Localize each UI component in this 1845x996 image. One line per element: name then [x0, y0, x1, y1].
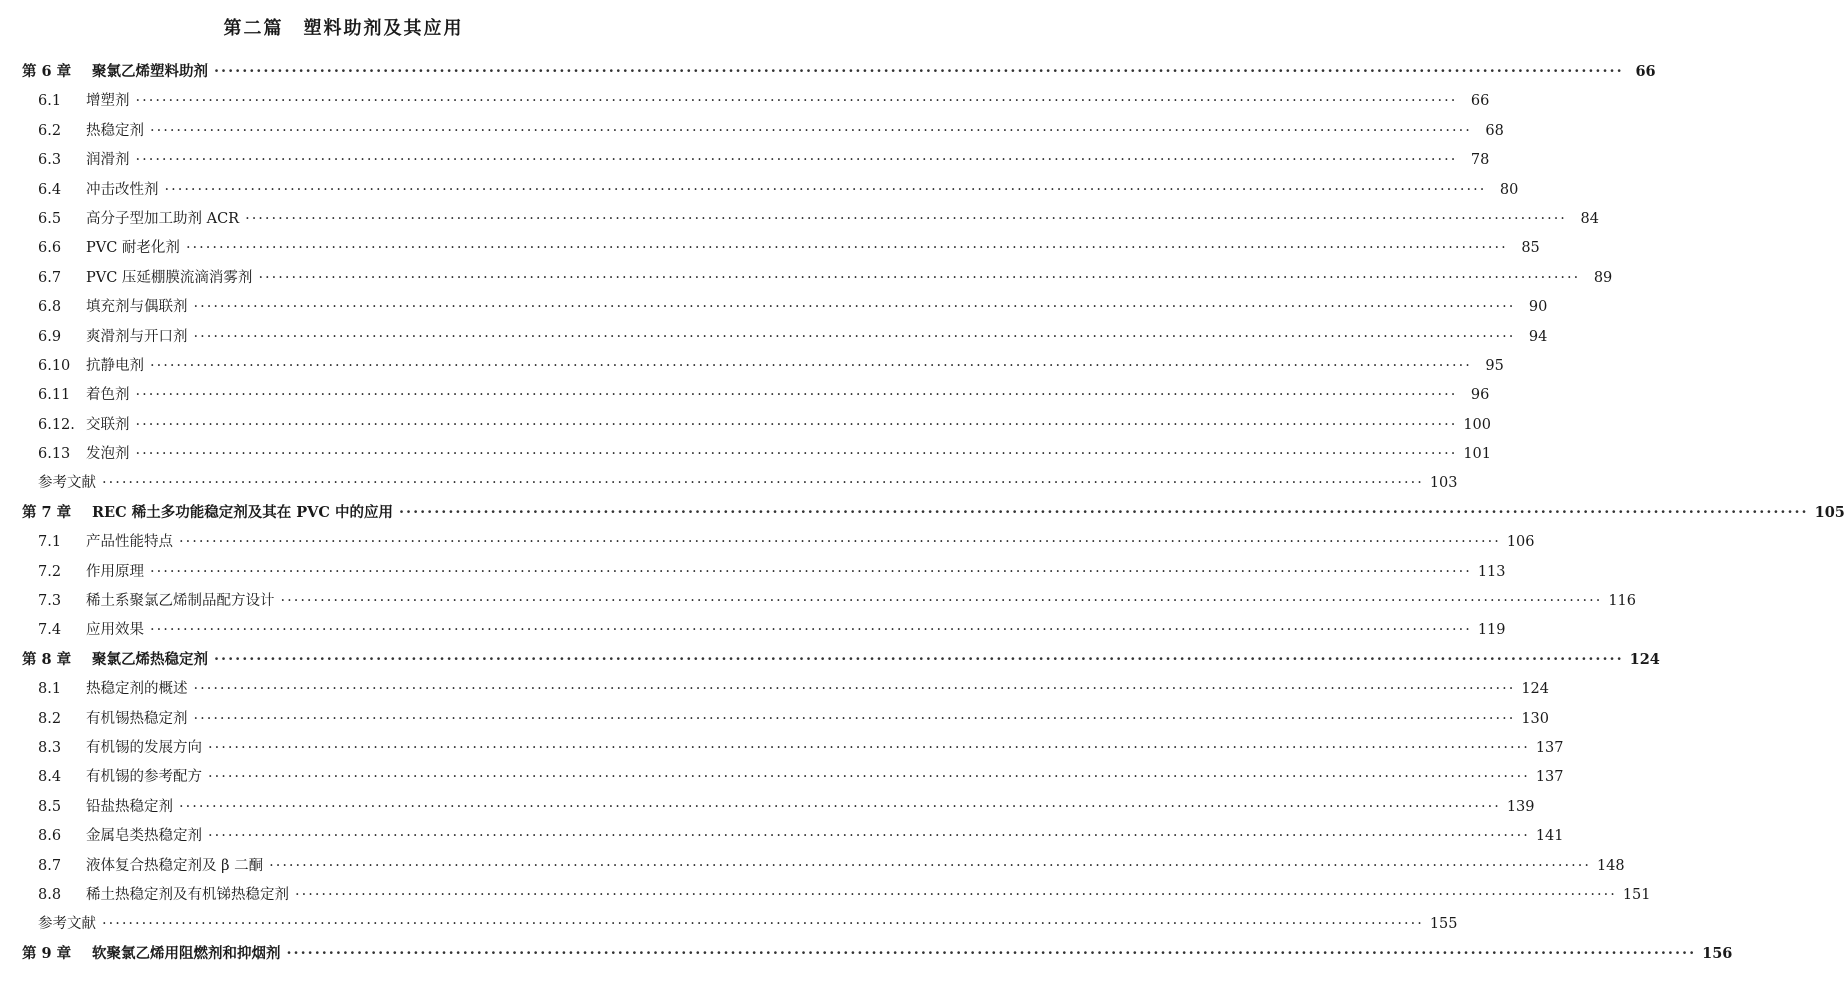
toc-section-row [0, 765, 1564, 794]
toc-page-number: 116 [1608, 593, 1637, 610]
toc-entry-title: 聚氯乙烯塑料助剂 [92, 63, 208, 80]
toc-section-row [0, 795, 1535, 824]
dot-leader: ········································································································································································································ [258, 269, 1581, 286]
toc-section-row [0, 560, 1506, 589]
toc-entry-number: 8.6 [38, 828, 62, 845]
toc-page-number: 151 [1622, 886, 1651, 903]
toc-section-row [0, 236, 1540, 265]
toc-page-number: 141 [1535, 828, 1564, 845]
toc-chapter-row [0, 60, 1656, 89]
toc-entry-number: 第 7 章 [22, 503, 72, 521]
toc-entry-number: 7.3 [38, 593, 62, 610]
toc-section-row [0, 912, 1458, 941]
toc-page-number: 96 [1470, 387, 1490, 404]
toc-entry-title: 增塑剂 [86, 93, 130, 110]
dot-leader: ········································································································································································································ [214, 63, 1624, 80]
toc-entry-title: 高分子型加工助剂 ACR [86, 210, 240, 227]
toc-entry-title: 铅盐热稳定剂 [86, 798, 173, 815]
toc-section-row [0, 589, 1637, 618]
toc-page-number: 103 [1429, 475, 1458, 492]
toc-page-number: 156 [1702, 944, 1733, 962]
page-title: 第二篇 塑料助剂及其应用 [223, 18, 464, 39]
toc-page-number: 155 [1429, 916, 1458, 933]
toc-entry-title: 液体复合热稳定剂及 β 二酮 [86, 857, 264, 874]
toc-entry-number: 6.12. [38, 416, 75, 433]
toc-entry-number: 6.3 [38, 152, 62, 169]
toc-page-number: 66 [1470, 93, 1490, 110]
toc-entry-title: 爽滑剂与开口剂 [86, 328, 188, 345]
table-of-contents [0, 60, 1845, 971]
toc-section-row [0, 530, 1535, 559]
toc-chapter-row [0, 942, 1733, 971]
dot-leader: ········································································································································································································ [208, 739, 1530, 756]
toc-page-number: 106 [1506, 534, 1535, 551]
toc-page-number: 139 [1506, 798, 1535, 815]
toc-page-number: 130 [1521, 710, 1550, 727]
dot-leader: ········································································································································································································ [269, 857, 1591, 874]
toc-chapter-row [0, 501, 1845, 530]
toc-section-row [0, 383, 1490, 412]
toc-page-number: 89 [1593, 269, 1613, 286]
toc-entry-title: 参考文献 [38, 916, 96, 933]
dot-leader: ········································································································································································································ [164, 181, 1487, 198]
toc-entry-number: 6.5 [38, 210, 62, 227]
toc-entry-title: 聚氯乙烯热稳定剂 [92, 650, 208, 668]
toc-section-row [0, 824, 1564, 853]
dot-leader: ········································································································································································································ [245, 210, 1567, 227]
dot-leader: ········································································································································································································ [135, 152, 1458, 169]
dot-leader: ········································································································································································································ [150, 563, 1472, 580]
toc-section-row [0, 413, 1492, 442]
dot-leader: ········································································································································································································ [208, 828, 1530, 845]
toc-entry-number: 8.4 [38, 769, 62, 786]
toc-section-row [0, 207, 1599, 236]
dot-leader: ········································································································································································································ [208, 769, 1530, 786]
toc-section-row [0, 354, 1504, 383]
toc-section-row [0, 677, 1550, 706]
toc-section-row [0, 707, 1550, 736]
toc-section-row [0, 736, 1564, 765]
toc-entry-number: 7.1 [38, 534, 62, 551]
toc-page-number: 148 [1596, 857, 1625, 874]
toc-entry-number: 6.2 [38, 122, 62, 139]
toc-section-row [0, 471, 1458, 500]
dot-leader: ········································································································································································································ [135, 93, 1458, 110]
dot-leader: ········································································································································································································ [179, 798, 1501, 815]
toc-section-row [0, 854, 1625, 883]
toc-entry-number: 6.8 [38, 299, 62, 316]
toc-page-number: 113 [1477, 563, 1506, 580]
toc-entry-number: 第 8 章 [22, 650, 72, 668]
toc-section-row [0, 618, 1506, 647]
toc-entry-title: 热稳定剂的概述 [86, 681, 188, 698]
toc-entry-number: 6.9 [38, 328, 62, 345]
toc-entry-number: 6.13 [38, 446, 71, 463]
toc-page-number: 95 [1485, 357, 1504, 374]
toc-page-number: 85 [1521, 240, 1540, 257]
toc-entry-number: 8.8 [38, 886, 62, 903]
dot-leader: ········································································································································································································ [135, 446, 1458, 463]
dot-leader: ········································································································································································································ [135, 387, 1458, 404]
toc-entry-title: 热稳定剂 [86, 122, 144, 139]
dot-leader: ········································································································································································································ [102, 475, 1424, 492]
toc-entry-title: 参考文献 [38, 475, 96, 492]
toc-page-number: 105 [1814, 503, 1845, 521]
toc-entry-number: 8.3 [38, 739, 62, 756]
dot-leader: ········································································································································································································ [280, 593, 1603, 610]
toc-entry-title: 填充剂与偶联剂 [86, 299, 188, 316]
toc-section-row [0, 178, 1519, 207]
toc-page-number: 119 [1477, 622, 1506, 639]
dot-leader: ········································································································································································································ [214, 650, 1624, 668]
toc-entry-title: 应用效果 [86, 622, 144, 639]
toc-entry-number: 8.1 [38, 681, 62, 698]
toc-entry-title: 稀土热稳定剂及有机锑热稳定剂 [86, 886, 289, 903]
toc-entry-number: 6.6 [38, 240, 62, 257]
toc-entry-title: 作用原理 [86, 563, 144, 580]
toc-entry-title: 产品性能特点 [86, 534, 173, 551]
toc-entry-title: 润滑剂 [86, 152, 130, 169]
dot-leader: ········································································································································································································ [185, 240, 1508, 257]
toc-section-row [0, 119, 1504, 148]
toc-entry-number: 6.1 [38, 93, 62, 110]
toc-section-row [0, 89, 1490, 118]
toc-entry-title: 金属皂类热稳定剂 [86, 828, 202, 845]
dot-leader: ········································································································································································································ [135, 416, 1458, 433]
toc-page-number: 66 [1635, 63, 1656, 80]
toc-entry-title: 着色剂 [86, 387, 130, 404]
toc-page-number: 137 [1535, 739, 1564, 756]
toc-section-row [0, 148, 1490, 177]
dot-leader: ········································································································································································································ [193, 710, 1516, 727]
dot-leader: ········································································································································································································ [102, 916, 1424, 933]
toc-page-number: 90 [1528, 299, 1548, 316]
toc-entry-number: 6.7 [38, 269, 62, 286]
toc-entry-title: 稀土系聚氯乙烯制品配方设计 [86, 593, 275, 610]
toc-page-number: 80 [1499, 181, 1519, 198]
toc-entry-number: 6.10 [38, 357, 71, 374]
toc-entry-title: 发泡剂 [86, 446, 130, 463]
dot-leader: ········································································································································································································ [179, 534, 1501, 551]
toc-entry-title: 软聚氯乙烯用阻燃剂和抑烟剂 [92, 944, 281, 962]
toc-entry-number: 第 9 章 [22, 944, 72, 962]
dot-leader: ········································································································································································································ [193, 328, 1516, 345]
toc-page-number: 78 [1470, 152, 1490, 169]
toc-entry-title: 冲击改性剂 [86, 181, 159, 198]
toc-entry-number: 8.7 [38, 857, 62, 874]
dot-leader: ········································································································································································································ [150, 122, 1472, 139]
toc-entry-number: 8.2 [38, 710, 62, 727]
toc-page-number: 137 [1535, 769, 1564, 786]
toc-page-number: 124 [1521, 681, 1550, 698]
dot-leader: ········································································································································································································ [150, 622, 1472, 639]
toc-page-number: 124 [1629, 650, 1660, 668]
toc-section-row [0, 325, 1548, 354]
toc-section-row [0, 442, 1492, 471]
toc-page-number: 94 [1528, 328, 1548, 345]
dot-leader: ········································································································································································································ [150, 357, 1472, 374]
toc-section-row [0, 295, 1548, 324]
toc-entry-title: 有机锡的发展方向 [86, 739, 202, 756]
toc-entry-title: 有机锡热稳定剂 [86, 710, 188, 727]
toc-chapter-row [0, 648, 1660, 677]
toc-section-row [0, 883, 1651, 912]
toc-page-number: 68 [1485, 122, 1504, 139]
toc-entry-number: 第 6 章 [22, 63, 72, 80]
toc-entry-number: 6.11 [38, 387, 71, 404]
toc-page-number: 100 [1463, 416, 1492, 433]
toc-entry-title: PVC 压延棚膜流滴消雾剂 [86, 269, 253, 286]
dot-leader: ········································································································································································································ [295, 886, 1617, 903]
toc-entry-title: PVC 耐老化剂 [86, 240, 180, 257]
toc-entry-title: 有机锡的参考配方 [86, 769, 202, 786]
toc-entry-number: 7.4 [38, 622, 62, 639]
toc-entry-title: 抗静电剂 [86, 357, 144, 374]
toc-entry-number: 8.5 [38, 798, 62, 815]
toc-entry-number: 7.2 [38, 563, 62, 580]
toc-entry-title: REC 稀土多功能稳定剂及其在 PVC 中的应用 [92, 503, 393, 521]
dot-leader: ········································································································································································································ [193, 681, 1516, 698]
toc-section-row [0, 266, 1613, 295]
dot-leader: ········································································································································································································ [398, 503, 1809, 521]
toc-entry-number: 6.4 [38, 181, 62, 198]
toc-entry-title: 交联剂 [86, 416, 130, 433]
toc-page-number: 84 [1580, 210, 1599, 227]
toc-page-number: 101 [1463, 446, 1492, 463]
dot-leader: ········································································································································································································ [286, 944, 1697, 962]
dot-leader: ········································································································································································································ [193, 299, 1516, 316]
